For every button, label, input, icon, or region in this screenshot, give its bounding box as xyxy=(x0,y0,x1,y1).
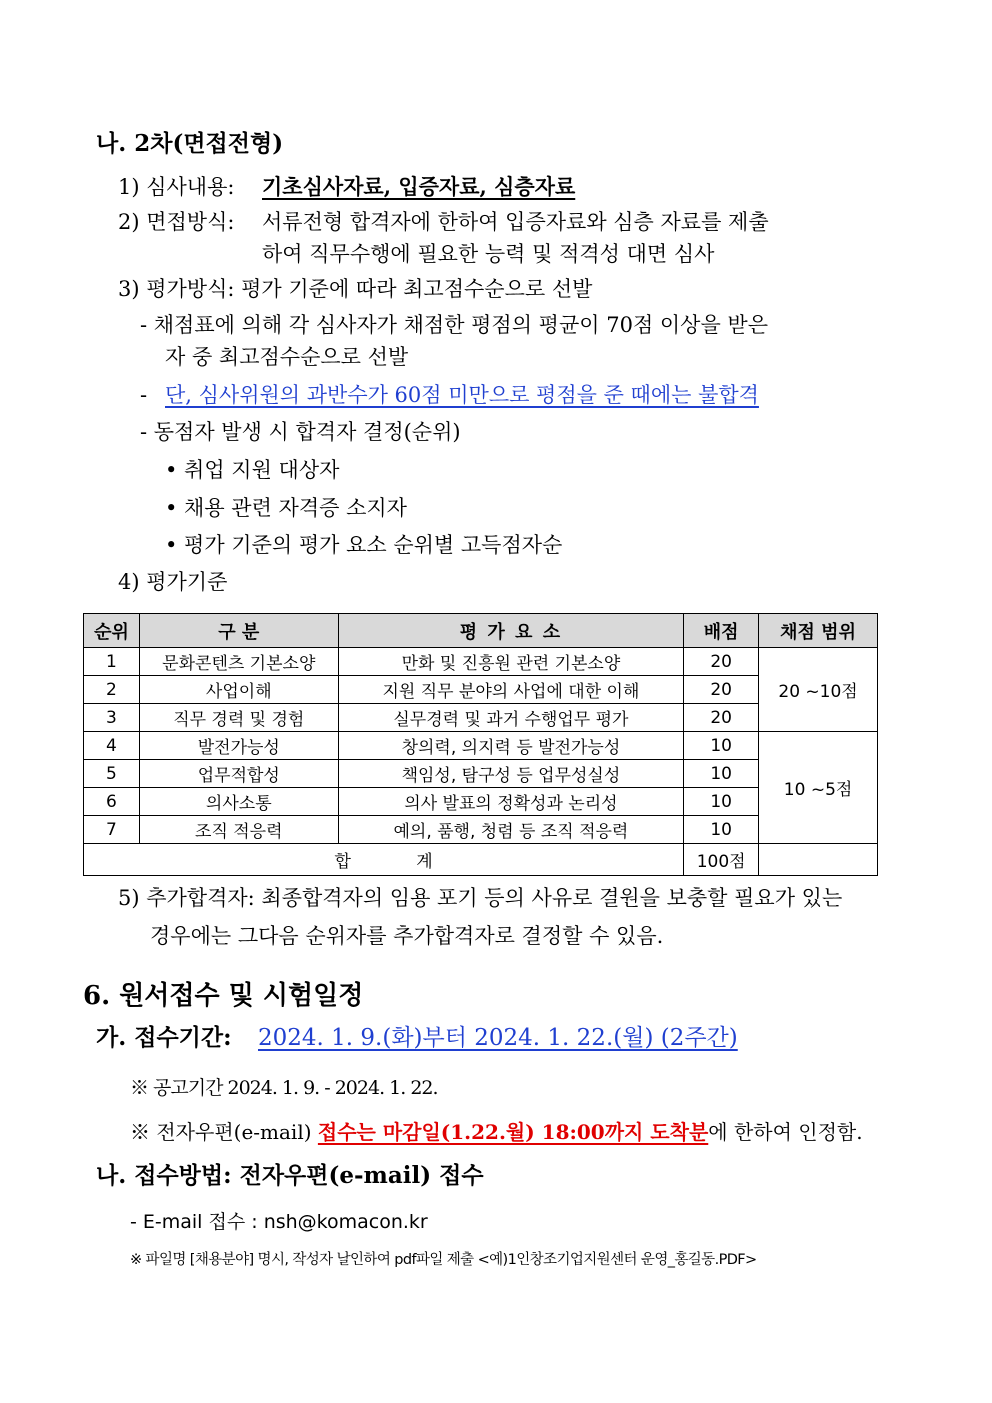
item3: 3) 평가방식: 평가 기준에 따라 최고점수순으로 선발 xyxy=(118,277,593,301)
row-category: 문화콘텐츠 기본소양 xyxy=(139,648,338,676)
row-rank: 1 xyxy=(84,648,140,676)
bullet-item: • 평가 기준의 평가 요소 순위별 고득점자순 xyxy=(165,533,563,557)
table-row xyxy=(84,732,878,760)
item1-value: 기초심사자료, 입증자료, 심층자료 xyxy=(262,174,576,199)
row-points: 20 xyxy=(684,704,759,732)
item1-label: 1) 심사내용: xyxy=(118,175,235,199)
table-row xyxy=(84,760,878,788)
total-label: 합 계 xyxy=(84,844,684,876)
table-header-row xyxy=(84,614,878,648)
note2-suffix: 에 한하여 인정함. xyxy=(708,1120,863,1144)
row-rank: 7 xyxy=(84,816,140,844)
item2-line1: 서류전형 합격자에 한하여 입증자료와 심층 자료를 제출 xyxy=(262,210,769,234)
row-element: 의사 발표의 정확성과 논리성 xyxy=(338,788,684,816)
dash2-prefix: - xyxy=(140,383,148,407)
notice-period-note: ※ 공고기간 2024. 1. 9. - 2024. 1. 22. xyxy=(130,1077,438,1099)
row-points: 10 xyxy=(684,816,759,844)
dash1-line2: 자 중 최고점수순으로 선발 xyxy=(165,345,409,369)
email-address-line: - E-mail 접수 : nsh@komacon.kr xyxy=(130,1211,428,1233)
row-points: 10 xyxy=(684,788,759,816)
reception-period-label: 가. 접수기간: xyxy=(96,1024,232,1051)
dash2-text: 단, 심사위원의 과반수가 60점 미만으로 평점을 준 때에는 불합격 xyxy=(165,383,759,407)
table-row xyxy=(84,816,878,844)
total-value: 100점 xyxy=(684,844,759,876)
row-rank: 6 xyxy=(84,788,140,816)
note2-prefix: ※ 전자우편(e-mail) xyxy=(130,1120,312,1144)
dash3: - 동점자 발생 시 합격자 결정(순위) xyxy=(140,420,461,444)
row-rank: 4 xyxy=(84,732,140,760)
row-category: 발전가능성 xyxy=(139,732,338,760)
item2-label: 2) 면접방식: xyxy=(118,210,235,234)
range-cell-a: 20 ~10점 xyxy=(759,648,878,732)
header-category: 구 분 xyxy=(139,614,338,648)
filename-note: ※ 파일명 [채용분야] 명시, 작성자 날인하여 pdf파일 제출 <예)1인창조기업지원센터 운영_홍길동.PDF> xyxy=(130,1252,757,1268)
reception-method-title: 나. 접수방법: 전자우편(e-mail) 접수 xyxy=(96,1162,484,1189)
table-row xyxy=(84,788,878,816)
header-rank: 순위 xyxy=(84,614,140,648)
item5-line1: 5) 추가합격자: 최종합격자의 임용 포기 등의 사유로 결원을 보충할 필요가 있는 xyxy=(118,886,843,910)
bullet-item: • 취업 지원 대상자 xyxy=(165,458,340,482)
table-row xyxy=(84,676,878,704)
table-row xyxy=(84,704,878,732)
section6-title: 6. 원서접수 및 시험일정 xyxy=(83,981,364,1011)
row-element: 만화 및 진흥원 관련 기본소양 xyxy=(338,648,684,676)
header-points: 배점 xyxy=(684,614,759,648)
row-element: 창의력, 의지력 등 발전가능성 xyxy=(338,732,684,760)
row-category: 조직 적응력 xyxy=(139,816,338,844)
item5-line2: 경우에는 그다음 순위자를 추가합격자로 결정할 수 있음. xyxy=(150,924,664,948)
row-points: 10 xyxy=(684,732,759,760)
row-rank: 2 xyxy=(84,676,140,704)
row-element: 예의, 품행, 청렴 등 조직 적응력 xyxy=(338,816,684,844)
note2-deadline: 접수는 마감일(1.22.월) 18:00까지 도착분 xyxy=(317,1120,709,1144)
row-points: 20 xyxy=(684,648,759,676)
row-category: 직무 경력 및 경험 xyxy=(139,704,338,732)
row-points: 20 xyxy=(684,676,759,704)
range-cell-b: 10 ~5점 xyxy=(759,732,878,844)
row-points: 10 xyxy=(684,760,759,788)
row-rank: 3 xyxy=(84,704,140,732)
dash1-line1: - 채점표에 의해 각 심사자가 채점한 평점의 평균이 70점 이상을 받은 xyxy=(140,313,769,337)
table-row xyxy=(84,648,878,676)
row-category: 업무적합성 xyxy=(139,760,338,788)
table-total-row xyxy=(84,844,878,876)
total-range-empty xyxy=(759,844,878,876)
row-rank: 5 xyxy=(84,760,140,788)
row-element: 실무경력 및 과거 수행업무 평가 xyxy=(338,704,684,732)
evaluation-table xyxy=(83,613,878,876)
header-range: 채점 범위 xyxy=(759,614,878,648)
item2-line2: 하여 직무수행에 필요한 능력 및 적격성 대면 심사 xyxy=(262,242,715,266)
row-category: 의사소통 xyxy=(139,788,338,816)
row-element: 책임성, 탐구성 등 업무성실성 xyxy=(338,760,684,788)
item4: 4) 평가기준 xyxy=(118,570,228,594)
bullet-item: • 채용 관련 자격증 소지자 xyxy=(165,496,407,520)
email-deadline-note xyxy=(130,1118,863,1146)
row-element: 지원 직무 분야의 사업에 대한 이해 xyxy=(338,676,684,704)
section-title-interview: 나. 2차(면접전형) xyxy=(96,130,284,157)
header-element: 평 가 요 소 xyxy=(338,614,684,648)
row-category: 사업이해 xyxy=(139,676,338,704)
reception-period-value: 2024. 1. 9.(화)부터 2024. 1. 22.(월) (2주간) xyxy=(258,1025,738,1051)
